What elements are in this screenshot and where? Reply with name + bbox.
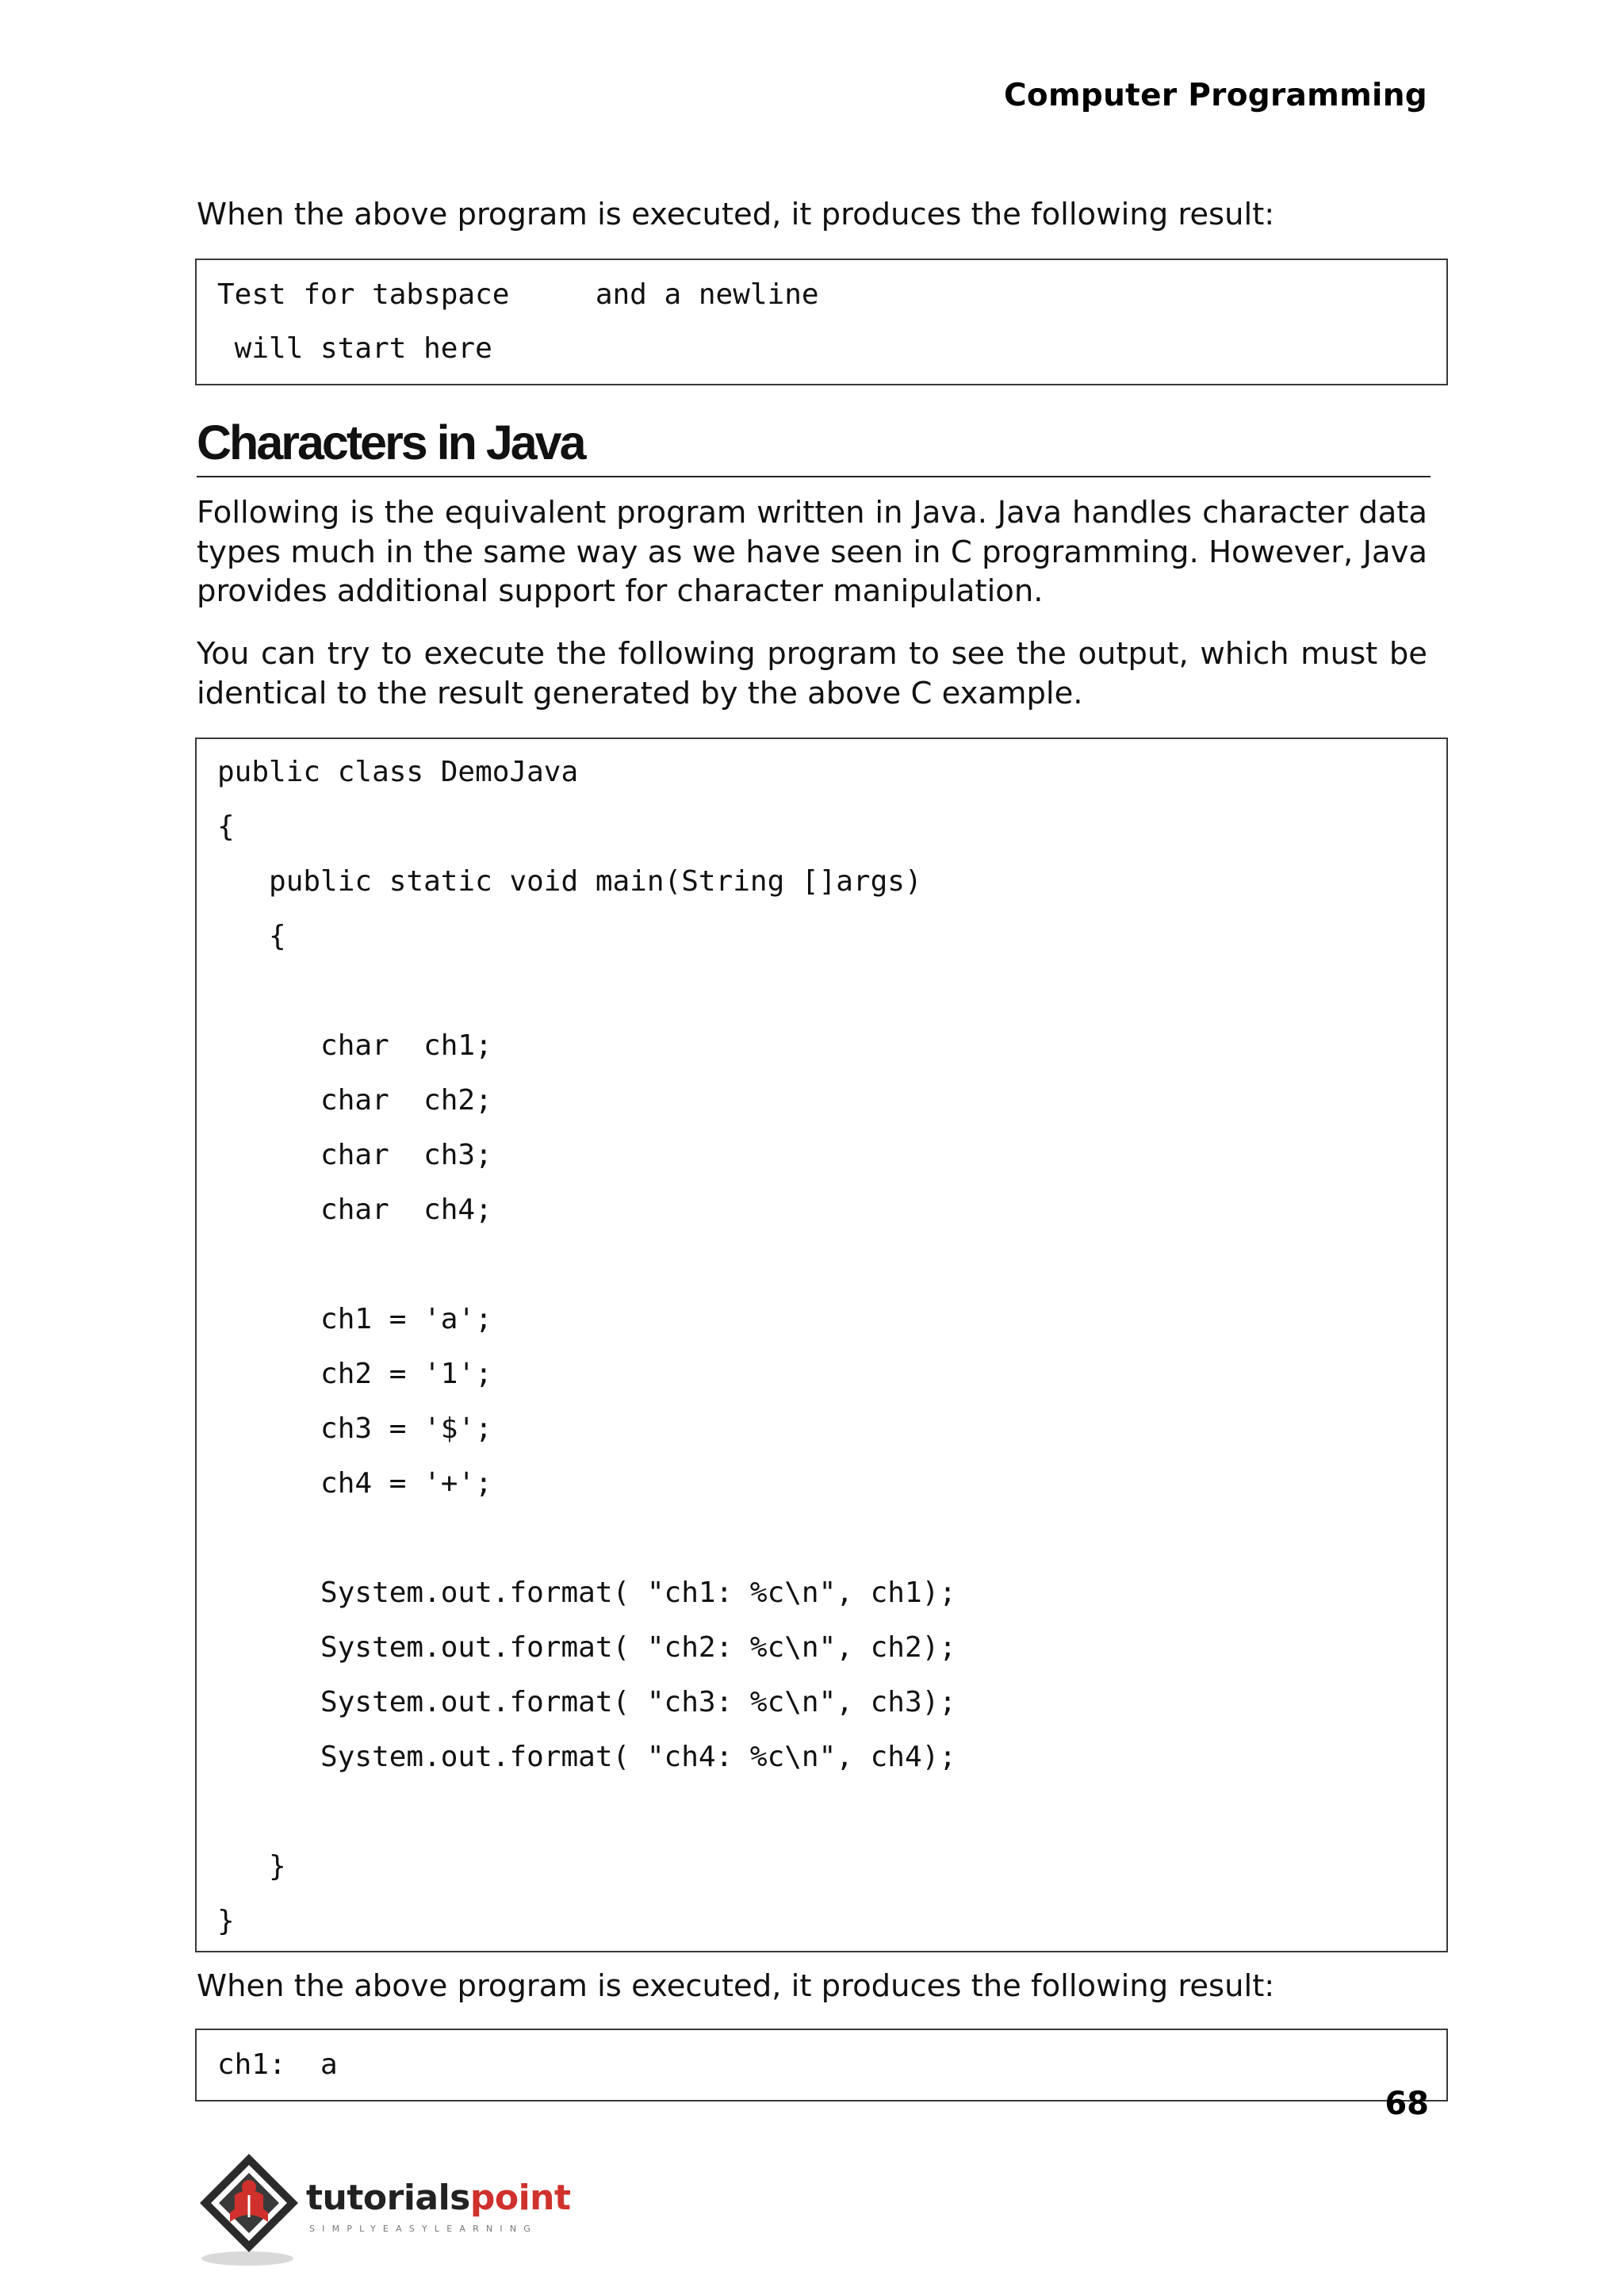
section-heading-text: Characters in Java [197,416,584,469]
output-block-2 [195,2029,1448,2102]
intro-result-text: When the above program is executed, it produces the following result: [197,197,1275,232]
result-text: When the above program is executed, it produces the following result: [197,1968,1275,2004]
code-line: System.out.format( "ch4: %c\n", ch4); [217,1741,956,1773]
code-line: } [217,1850,286,1883]
running-header-title: Computer Programming [1003,78,1427,113]
code-line: System.out.format( "ch2: %c\n", ch2); [217,1631,956,1664]
code-line: System.out.format( "ch3: %c\n", ch3); [217,1686,956,1718]
code-line: { [217,810,235,843]
output-block-1 [195,259,1448,385]
logo-tagline: SIMPLYEASYLEARNING [309,2224,538,2234]
code-line: } [217,1905,235,1937]
code-line: public class DemoJava [217,756,579,788]
output-line: will start here [217,332,492,365]
code-line: char ch1; [217,1029,492,1062]
code-line: ch2 = '1'; [217,1358,492,1390]
page-number: 68 [1385,2086,1429,2122]
code-line: { [217,920,286,952]
tutorialspoint-logo [195,2149,592,2268]
code-line: char ch2; [217,1084,492,1117]
code-line: ch4 = '+'; [217,1467,492,1500]
code-line: ch3 = '$'; [217,1412,492,1445]
section-heading [197,414,1431,477]
body-paragraph-2: You can try to execute the following program to see the output, which must be identical to the result generated by the above C example. [197,636,1427,711]
code-line: char ch4; [217,1193,492,1226]
logo-wordmark [306,2178,571,2218]
logo-wordmark-red: point [469,2178,571,2218]
logo-emblem-icon [195,2149,306,2268]
code-line: System.out.format( "ch1: %c\n", ch1); [217,1577,956,1609]
body-paragraph-1: Following is the equivalent program written in Java. Java handles character data types much in the same way as we have seen in C programming. However, Java provides additional support for character manipulation. [197,495,1427,609]
code-line: char ch3; [217,1139,492,1171]
logo-wordmark-dark: tutorials [306,2178,470,2218]
output-line: Test for tabspace and a newline [217,278,819,311]
code-line: ch1 = 'a'; [217,1303,492,1335]
output-line: ch1: a [217,2048,338,2081]
java-code-block [195,738,1448,1952]
code-line: public static void main(String []args) [217,865,922,898]
